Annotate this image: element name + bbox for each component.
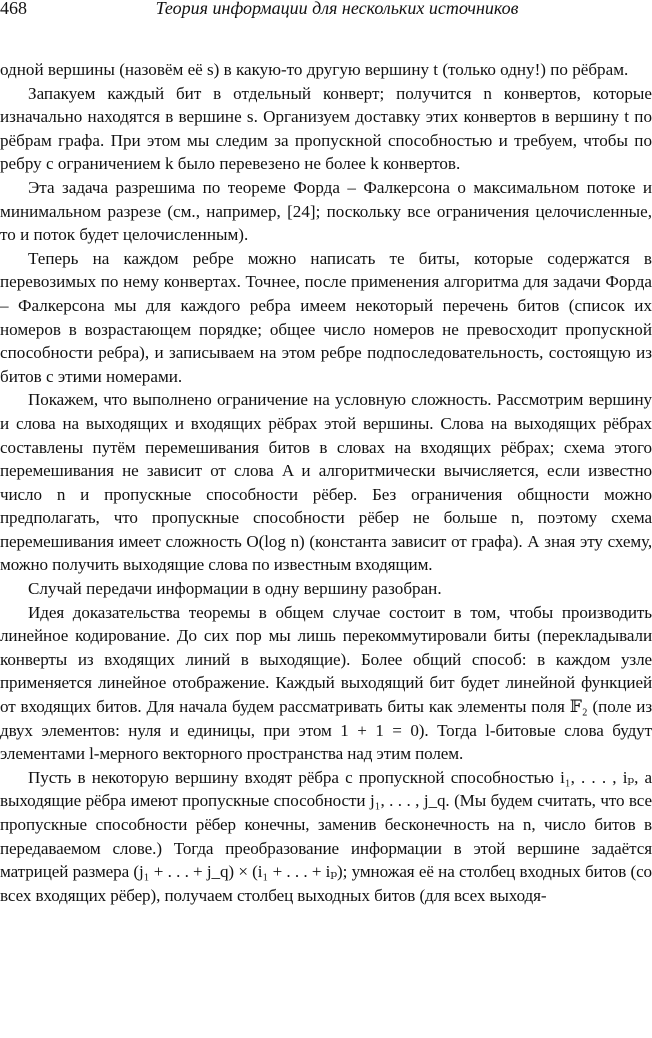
body-text (0, 58, 652, 907)
paragraph-7: Идея доказательства теоремы в общем случае состоит в том, чтобы производить линейное кодирование. До сих пор мы лишь перекоммутировали биты (перекладывали конверты из входящих линий в выходящие). Более общий способ: в каждом узле применяется линейное отображение. Каждый выходящий бит будет линейной функцией от входящих битов. Для начала будем рассматривать биты как элементы поля 𝔽₂ (поле из двух элементов: нуля и единицы, при этом 1 + 1 = 0). Тогда l-битовые слова будут элементами l-мерного векторного пространства над этим полем. (0, 602, 652, 764)
paragraph-2: Запакуем каждый бит в отдельный конверт; получится n конвертов, которые изначально находятся в вершине s. Организуем доставку этих конвертов в вершину t по рёбрам графа. При этом мы следим за пропускной способностью и требуем, чтобы по ребру с ограничением k было перевезено не более k конвертов. (0, 83, 652, 174)
paragraph-4: Теперь на каждом ребре можно написать те биты, которые содержатся в перевозимых по нему конвертах. Точнее, после применения алгоритма для задачи Форда – Фалкерсона мы для каждого ребра имеем некоторый перечень битов (список их номеров в возрастающем порядке; общее число номеров не превосходит пропускной способности ребра), и записываем на этом ребре подпоследовательность, состоящую из битов с этими номерами. (0, 248, 652, 386)
paragraph-5: Покажем, что выполнено ограничение на условную сложность. Рассмотрим вершину и слова на выходящих и входящих рёбрах этой вершины. Слова на выходящих рёбрах составлены путём перемешивания битов в словах на входящих рёбрах; схема этого перемешивания не зависит от слова A и алгоритмически вычисляется, если известно число n и пропускные способности рёбер. Без ограничения общности можно предполагать, что пропускные способности рёбер не больше n, поэтому схема перемешивания имеет сложность O(log n) (константа зависит от графа). А зная эту схему, можно получить выходящие слова по известным входящим. (0, 390, 652, 575)
running-title: Теория информации для нескольких источников (155, 0, 519, 18)
paragraph-8: Пусть в некоторую вершину входят рёбра с пропускной способностью i₁, . . . , iₚ, а выходящие рёбра имеют пропускные способности j₁, . . . , j_q. (Мы будем считать, что все пропускные способности рёбер конечны, заменив бесконечность на n, число битов в передаваемом слове.) Тогда преобразование информации в этой вершине задаётся матрицей размера (j₁ + . . . + j_q) × (i₁ + . . . + iₚ); умножая её на столбец входных битов (со всех входящих рёбер), получаем столбец выходных битов (для всех выходя- (0, 767, 652, 905)
page-header (0, 0, 652, 26)
paragraph-3: Эта задача разрешима по теореме Форда – Фалкерсона о максимальном потоке и минимальном разрезе (см., например, [24]; поскольку все ограничения целочисленные, то и поток будет целочисленным). (0, 177, 652, 245)
paragraph-6: Случай передачи информации в одну вершину разобран. (28, 579, 442, 599)
page-number: 468 (0, 0, 27, 18)
paragraph-1: одной вершины (назовём её s) в какую-то другую вершину t (только одну!) по рёбрам. (0, 60, 629, 79)
